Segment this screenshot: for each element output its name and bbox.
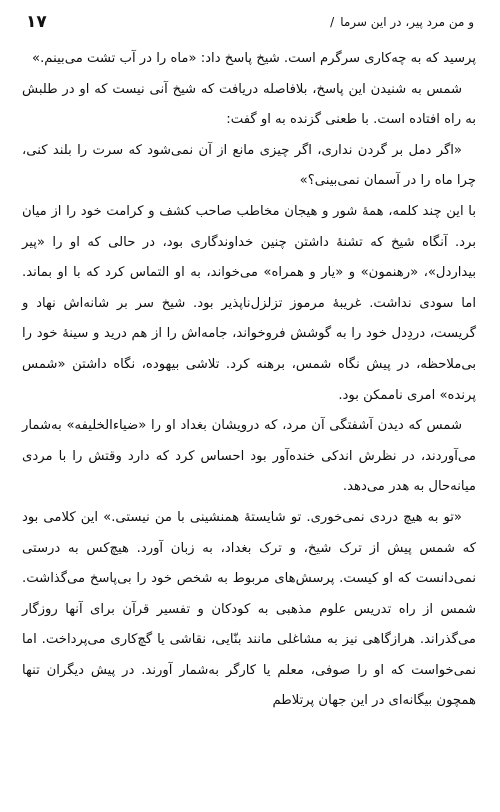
paragraph: با این چند کلمه، همهٔ شور و هیجان مخاطب صاحب کشف و کرامت خود را از میان برد. آنگاه شیخ که تشنهٔ داشتن چنین خداوندگاری بود، در حالی که او را «پیر بیداردل»، «رهنمون» و «یار و همراه» می‌خواند، به او التماس کرد که با او بماند. اما سودی نداشت. غریبهٔ مرموز تزلزل‌ناپذیر بود. شیخ سر بر شانه‌اش نهاد و گریست، دردِدل خود را به گوشش فروخواند، جامه‌اش را از هم درید و سینهٔ خود را بی‌ملاحظه، در پیش نگاه شمس، برهنه کرد. تلاشی بیهوده، نگاه داشتن «شمس پرنده» امری ناممکن بود. [22,203,476,403]
body-text [22,44,476,717]
paragraph: «تو به هیچ دردی نمی‌خوری. تو شایستهٔ همنشینی با من نیستی.» این کلامی بود که شمس پیش از ترک شیخ، و ترک بغداد، به زبان آورد. هیچ‌کس به درستی نمی‌دانست که او کیست. پرسش‌های مربوط به شخص خود را بی‌پاسخ می‌گذاشت. شمس از راه تدریس علوم مذهبی به کودکان و تفسیر قرآن برای آنها روزگار می‌گذراند. هرازگاهی نیز به مشاغلی مانند بنّایی، نقاشی یا گچ‌کاری می‌پرداخت. اما نمی‌خواست که او را صوفی، معلم یا کارگر به‌شمار آورند. در پیش دیگران تنها همچون بیگانه‌ای در این جهان پرتلاطم [22,509,476,709]
page-number: ۱۷ [26,12,47,32]
paragraph: شمس به شنیدن این پاسخ، بلافاصله دریافت که شیخ آنی نیست که او در طلبش به راه افتاده است. با طعنی گزنده به او گفت: [22,81,476,128]
running-title: و من مرد پیر، در این سرما [340,15,474,29]
header-separator: / [330,15,335,29]
paragraph: شمس که دیدن آشفتگی آن مرد، که درویشان بغداد او را «ضیاءالخلیفه» به‌شمار می‌آوردند، در نظرش اندکی خنده‌آور بود احساس کرد که دارد وقتش را با مردی میانه‌حال به هدر می‌دهد. [22,418,476,495]
paragraph: «اگر دمل بر گردن نداری، اگر چیزی مانع از آن نمی‌شود که سرت را بلند کنی، چرا ماه را در آسمان نمی‌بینی؟» [22,142,476,189]
running-header [26,12,474,32]
running-header-text [324,15,474,29]
paragraph: پرسید که به چه‌کاری سرگرم است. شیخ پاسخ داد: «ماه را در آب تشت می‌بینم.» [32,51,476,66]
